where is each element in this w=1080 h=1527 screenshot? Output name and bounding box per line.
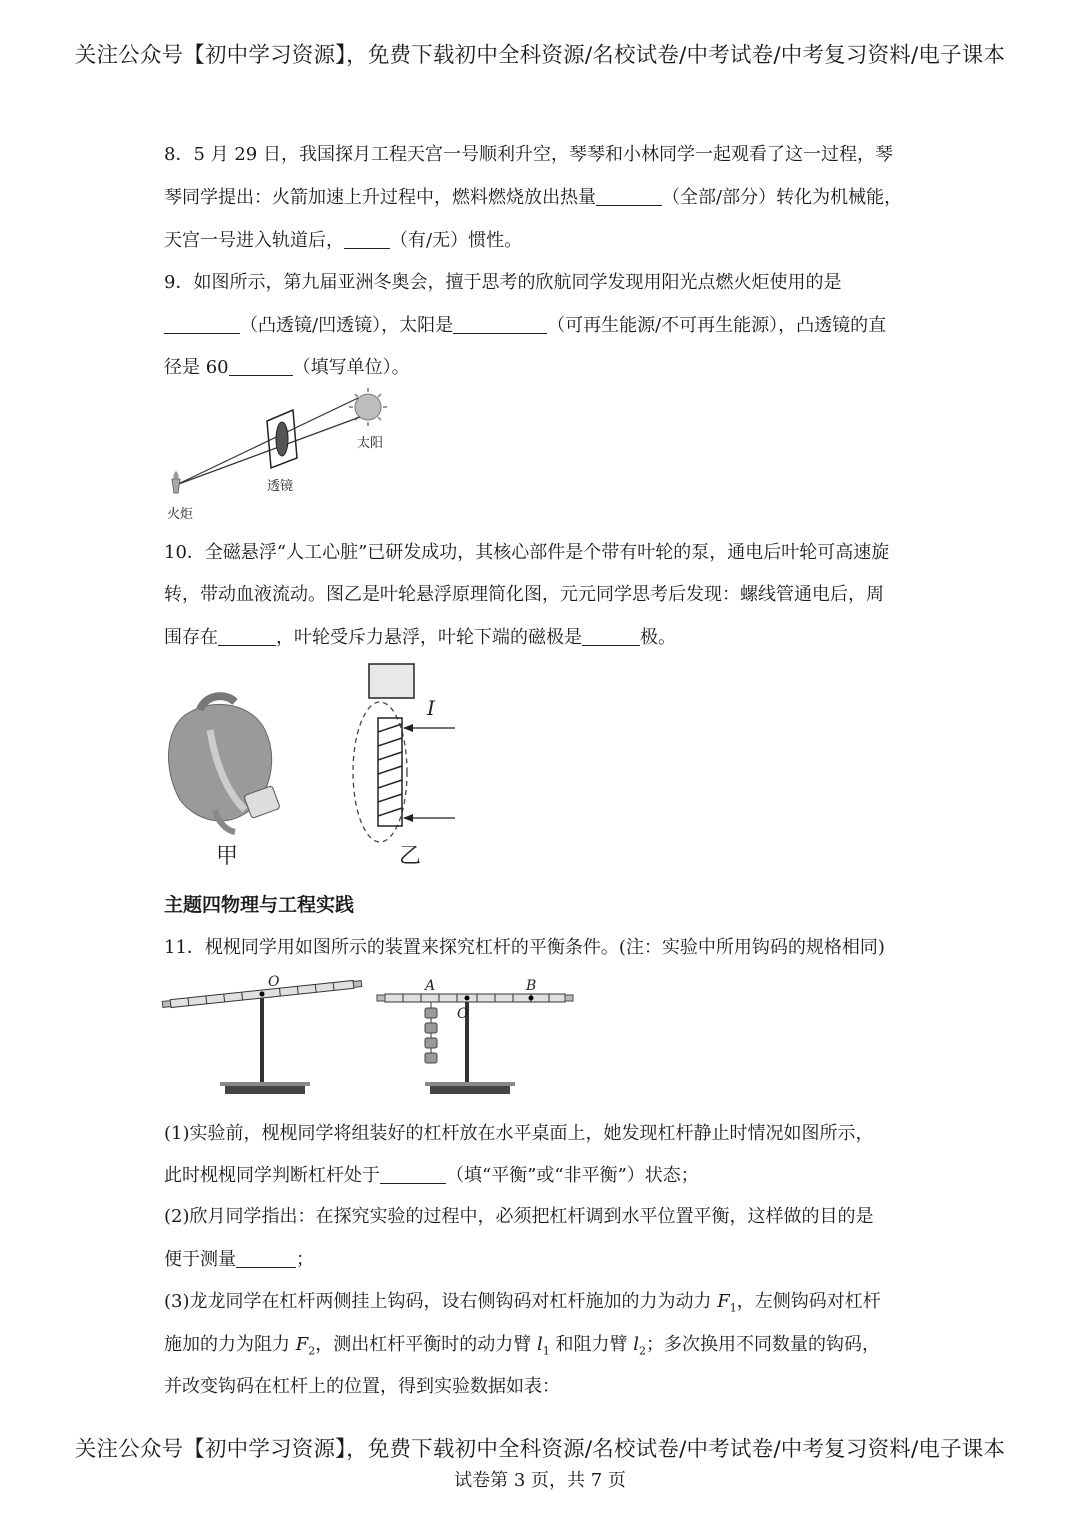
q11-part1-line-2 bbox=[164, 1161, 699, 1187]
q8-text: （全部/部分）转化为机械能， bbox=[662, 187, 903, 208]
bottom-banner: 关注公众号【初中学习资源】，免费下载初中全科资源/名校试卷/中考试卷/中考复习资料/电子课本 bbox=[74, 1437, 1006, 1462]
q10-line-2: 转，带动血液流动。图乙是叶轮悬浮原理简化图，元元同学思考后发现：螺线管通电后，周 bbox=[164, 584, 884, 605]
var-l: l bbox=[633, 1334, 639, 1355]
current-label: I bbox=[427, 696, 435, 720]
q11-text: ，左侧钩码对杠杆 bbox=[736, 1291, 881, 1312]
q9-line-1: 9．如图所示，第九届亚洲冬奥会，擅于思考的欣航同学发现用阳光点燃火炬使用的是 bbox=[164, 272, 842, 293]
pivot-o-label-2: O bbox=[457, 1006, 469, 1022]
q11-text: 施加的力为阻力 bbox=[164, 1334, 296, 1355]
q8-line-2 bbox=[164, 183, 902, 209]
q8-line-1: 8．5 月 29 日，我国探月工程天宫一号顺利升空，琴琴和小林同学一起观看了这一过程，琴 bbox=[164, 144, 893, 165]
sun-icon bbox=[349, 388, 387, 426]
lens-label: 透镜 bbox=[266, 479, 294, 494]
q10-blank-1[interactable] bbox=[218, 627, 276, 646]
q11-text: (3)龙龙同学在杠杆两侧挂上钩码，设右侧钩码对杠杆施加的力为动力 bbox=[164, 1291, 718, 1312]
q11-blank-1[interactable] bbox=[380, 1165, 446, 1184]
figure-jia-label: 甲 bbox=[215, 844, 239, 869]
var-sub: 1 bbox=[729, 1301, 737, 1315]
tilted-lever bbox=[162, 980, 362, 1094]
q11-text: ，测出杠杆平衡时的动力臂 bbox=[315, 1334, 537, 1355]
q8-blank-2[interactable] bbox=[344, 230, 390, 249]
light-ray-top bbox=[176, 398, 358, 485]
q8-blank-1[interactable] bbox=[596, 187, 662, 206]
q9-blank-2[interactable] bbox=[453, 315, 547, 334]
q8-line-3 bbox=[164, 226, 522, 252]
solenoid-coil bbox=[378, 724, 402, 816]
q11-text: 和阻力臂 bbox=[549, 1334, 634, 1355]
q9-text: （凸透镜/凹透镜），太阳是 bbox=[240, 315, 454, 336]
q9-text: （填写单位）。 bbox=[292, 357, 410, 378]
var-f: F bbox=[717, 1291, 730, 1312]
q10-line-3 bbox=[164, 623, 676, 649]
current-arrow-in-icon bbox=[403, 724, 413, 732]
lens-icon bbox=[276, 422, 288, 456]
q11-text: ；多次换用不同数量的钩码， bbox=[645, 1334, 880, 1355]
q11-line-1: 11．枧枧同学用如图所示的装置来探究杠杆的平衡条件。(注：实验中所用钩码的规格相同) bbox=[164, 937, 885, 958]
var-sub: 1 bbox=[542, 1344, 550, 1358]
q11-part3-line-1 bbox=[164, 1287, 881, 1315]
q9-line-2 bbox=[164, 311, 886, 337]
top-banner: 关注公众号【初中学习资源】，免费下载初中全科资源/名校试卷/中考试卷/中考复习资料/电子课本 bbox=[74, 43, 1006, 68]
var-sub: 2 bbox=[308, 1344, 316, 1358]
q9-text: 径是 60 bbox=[164, 357, 229, 378]
var-l: l bbox=[536, 1334, 543, 1355]
lever-diagram bbox=[160, 968, 580, 1103]
q8-text: （有/无）惯性。 bbox=[390, 230, 523, 251]
artificial-heart-icon bbox=[169, 696, 281, 832]
impeller-box bbox=[369, 664, 414, 698]
hanging-weights bbox=[425, 1002, 437, 1063]
lens-diagram bbox=[160, 385, 400, 530]
q11-part1-line-1: (1)实验前，枧枧同学将组装好的杠杆放在水平桌面上，她发现杠杆静止时情况如图所示， bbox=[164, 1123, 874, 1144]
q10-text: ，叶轮受斥力悬浮，叶轮下端的磁极是 bbox=[276, 627, 582, 648]
section-title: 主题四物理与工程实践 bbox=[164, 894, 355, 916]
q11-text: （填“平衡”或“非平衡”）状态； bbox=[446, 1165, 699, 1186]
q11-blank-2[interactable] bbox=[236, 1249, 296, 1268]
var-sub: 2 bbox=[638, 1344, 646, 1358]
figure-yi-label: 乙 bbox=[398, 844, 422, 869]
current-arrow-out-icon bbox=[403, 814, 413, 822]
torch-label: 火炬 bbox=[166, 507, 194, 522]
point-a-label: A bbox=[425, 978, 436, 994]
q9-blank-3[interactable] bbox=[229, 357, 293, 376]
q11-text: 便于测量 bbox=[164, 1249, 236, 1270]
point-b-label: B bbox=[526, 978, 537, 994]
q11-part2-line-1: (2)欣月同学指出：在探究实验的过程中，必须把杠杆调到水平位置平衡，这样做的目的是 bbox=[164, 1206, 874, 1227]
q11-part2-line-2 bbox=[164, 1245, 314, 1271]
q11-part3-line-2 bbox=[164, 1330, 880, 1358]
pivot-o-label-1: O bbox=[268, 974, 280, 990]
q10-line-1: 10．全磁悬浮“人工心脏”已研发成功，其核心部件是个带有叶轮的泵，通电后叶轮可高速旋 bbox=[164, 542, 890, 563]
q11-part3-line-3: 并改变钩码在杠杆上的位置，得到实验数据如表： bbox=[164, 1376, 560, 1397]
q8-text: 琴同学提出：火箭加速上升过程中，燃料燃烧放出热量 bbox=[164, 187, 596, 208]
torch-icon bbox=[172, 471, 180, 493]
q10-blank-2[interactable] bbox=[582, 627, 640, 646]
q11-text: ； bbox=[296, 1249, 314, 1270]
page-number: 试卷第 3 页，共 7 页 bbox=[454, 1470, 626, 1491]
q10-text: 围存在 bbox=[164, 627, 218, 648]
q9-blank-1[interactable] bbox=[164, 315, 240, 334]
q8-text: 天宫一号进入轨道后， bbox=[164, 230, 344, 251]
var-f: F bbox=[295, 1334, 309, 1355]
heart-pump-diagram bbox=[155, 660, 475, 875]
q9-text: （可再生能源/不可再生能源），凸透镜的直 bbox=[547, 315, 887, 336]
sun-label: 太阳 bbox=[356, 436, 384, 451]
magnetic-field-line bbox=[353, 702, 407, 842]
q9-line-3 bbox=[164, 353, 410, 379]
q11-text: 此时枧枧同学判断杠杆处于 bbox=[164, 1165, 380, 1186]
balanced-lever bbox=[377, 994, 573, 1094]
q10-text: 极。 bbox=[640, 627, 676, 648]
